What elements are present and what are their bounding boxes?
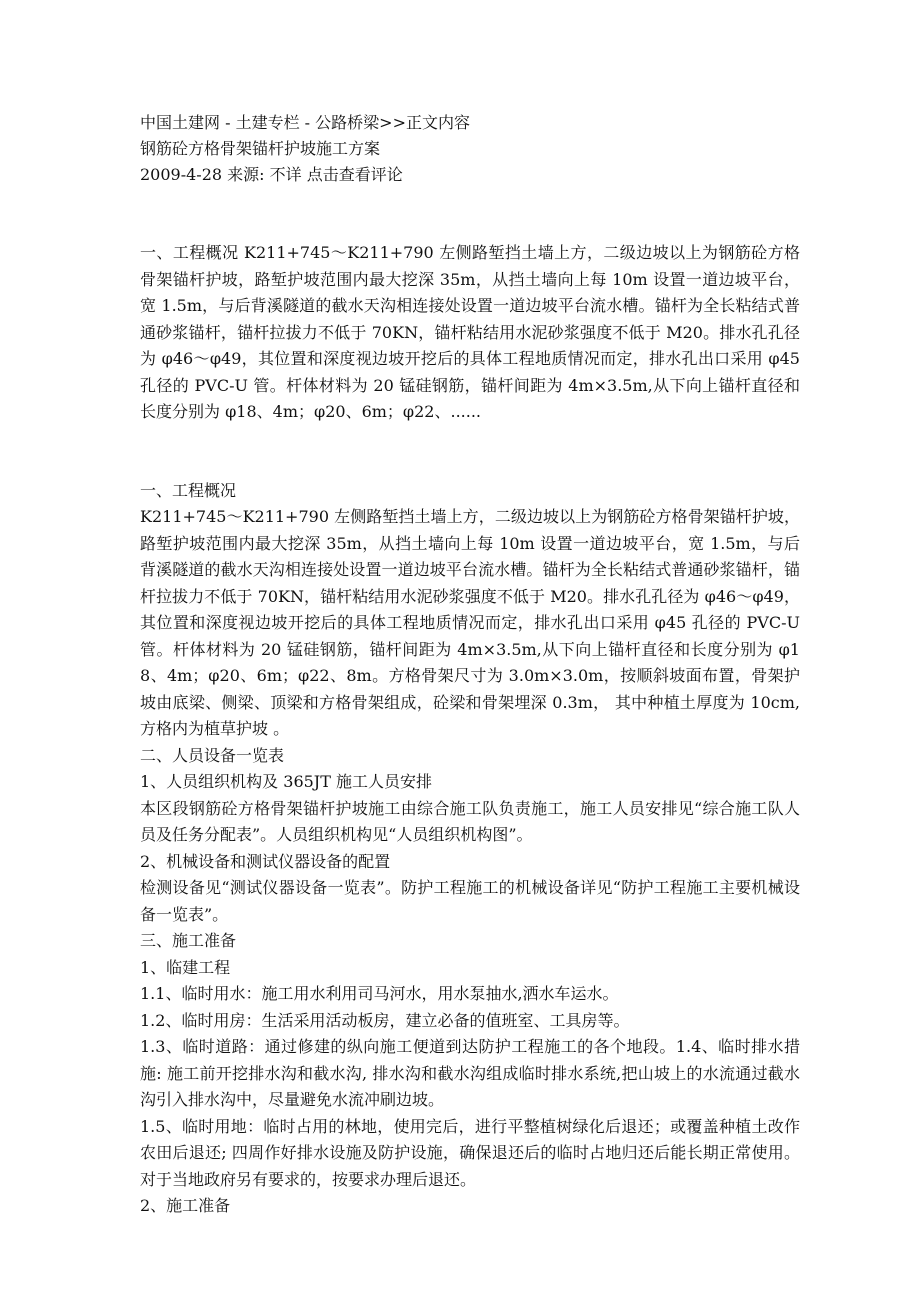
body-paragraph: 1.5、临时用地：临时占用的林地，使用完后，进行平整植树绿化后退还；或覆盖种植土改作农田后退还; 四周作好排水设施及防护设施，确保退还后的临时占地归还后能长期正常使用。对于当地政府另有要求的，按要求办理后退还。 — [140, 1116, 800, 1189]
summary-paragraph: 一、工程概况 K211+745～K211+790 左侧路堑挡土墙上方，二级边坡以上为钢筋砼方格骨架锚杆护坡，路堑护坡范围内最大挖深 35m，从挡土墙向上每 10m 设置一道边坡平台，宽 1.5m，与后背溪隧道的截水天沟相连接处设置一道边坡平台流水槽。锚杆为全长粘结式普通砂浆锚杆，锚杆拉拔力不低于 70KN，锚杆粘结用水泥砂浆强度不低于 M20。排水孔孔径为 φ46～φ49，其位置和深度视边坡开挖后的具体工程地质情况而定，排水孔出口采用 φ45 孔径的 PVC-U 管。杆体材料为 20 锰硅钢筋，锚杆间距为 4m×3.5m,从下向上锚杆直径和长度分别为 φ18、4m；φ20、6m；φ22、...... — [140, 243, 800, 421]
section-heading: 二、人员设备一览表 — [140, 745, 285, 765]
section-heading: 三、施工准备 — [140, 931, 237, 950]
section-heading: 一、工程概况 — [140, 480, 237, 500]
breadcrumb: 中国土建网 - 土建专栏 - 公路桥梁>>正文内容 — [140, 113, 470, 132]
body-paragraph: 1.2、临时用房：生活采用活动板房，建立必备的值班室、工具房等。 — [140, 1010, 630, 1030]
subsection-heading: 2、机械设备和测试仪器设备的配置 — [140, 851, 391, 871]
spacer — [140, 426, 800, 478]
body-paragraph: 1.3、临时道路：通过修建的纵向施工便道到达防护工程施工的各个地段。1.4、临时排水措施: 施工前开挖排水沟和截水沟, 排水沟和截水沟组成临时排水系统,把山坡上的水流通过截水沟引入排水沟中，尽量避免水流冲刷边坡。 — [140, 1037, 800, 1109]
article-body — [140, 478, 800, 1220]
body-paragraph: 检测设备见“测试仪器设备一览表”。防护工程施工的机械设备详见“防护工程施工主要机械设备一览表”。 — [140, 878, 800, 924]
article-header — [140, 110, 800, 188]
subsection-heading: 2、施工准备 — [140, 1196, 231, 1215]
spacer — [140, 188, 800, 240]
body-paragraph: 本区段钢筋砼方格骨架锚杆护坡施工由综合施工队负责施工，施工人员安排见“综合施工队人员及任务分配表”。人员组织机构见“人员组织机构图”。 — [140, 798, 800, 844]
subsection-heading: 1、人员组织机构及 365JT 施工人员安排 — [140, 772, 432, 791]
article-meta: 2009-4-28 来源: 不详 点击查看评论 — [140, 165, 403, 184]
document-page — [140, 110, 800, 1220]
article-summary — [140, 240, 800, 426]
body-paragraph: K211+745～K211+790 左侧路堑挡土墙上方，二级边坡以上为钢筋砼方格骨架锚杆护坡，路堑护坡范围内最大挖深 35m，从挡土墙向上每 10m 设置一道边坡平台，宽 1.5m，与后背溪隧道的截水天沟相连接处设置一道边坡平台流水槽。锚杆为全长粘结式普通砂浆锚杆，锚杆拉拔力不低于 70KN，锚杆粘结用水泥砂浆强度不低于 M20。排水孔孔径为 φ46～φ49，其位置和深度视边坡开挖后的具体工程地质情况而定，排水孔出口采用 φ45 孔径的 PVC-U 管。杆体材料为 20 锰硅钢筋，锚杆间距为 4m×3.5m,从下向上锚杆直径和长度分别为 φ18、4m；φ20、6m；φ22、8m。方格骨架尺寸为 3.0m×3.0m，按顺斜坡面布置，骨架护坡由底梁、侧梁、顶梁和方格骨架组成，砼梁和骨架埋深 0.3m， 其中种植土厚度为 10cm,方格内为植草护坡 。 — [140, 507, 800, 738]
body-paragraph: 1.1、临时用水：施工用水利用司马河水，用水泵抽水,洒水车运水。 — [140, 984, 619, 1003]
subsection-heading: 1、临建工程 — [140, 957, 231, 977]
article-title: 钢筋砼方格骨架锚杆护坡施工方案 — [140, 139, 381, 158]
